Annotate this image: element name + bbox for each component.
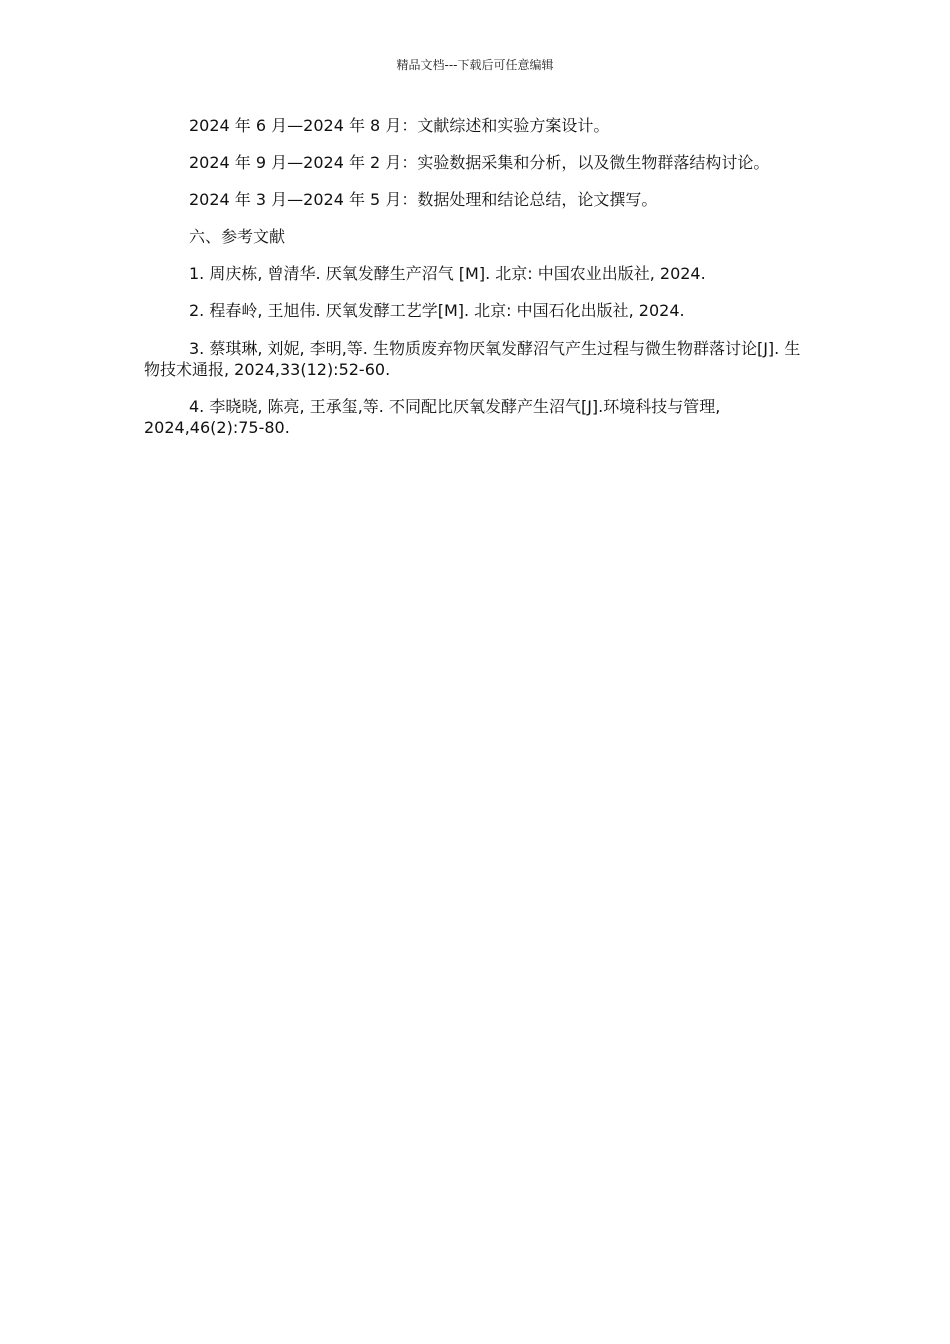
reference-item: 4. 李晓晓, 陈亮, 王承玺,等. 不同配比厌氧发酵产生沼气[J].环境科技与管理, 2024,46(2):75-80. xyxy=(144,397,721,437)
schedule-item: 2024 年 6 月—2024 年 8 月：文献综述和实验方案设计。 xyxy=(189,116,610,135)
page-header: 精品文档---下载后可任意编辑 xyxy=(396,58,554,72)
reference-item: 3. 蔡琪琳, 刘妮, 李明,等. 生物质废弃物厌氧发酵沼气产生过程与微生物群落讨论[J]. 生物技术通报, 2024,33(12):52-60. xyxy=(144,339,801,379)
reference-item: 2. 程春岭, 王旭伟. 厌氧发酵工艺学[M]. 北京: 中国石化出版社, 2024. xyxy=(189,301,685,320)
schedule-item: 2024 年 3 月—2024 年 5 月：数据处理和结论总结，论文撰写。 xyxy=(189,190,658,209)
schedule-item: 2024 年 9 月—2024 年 2 月：实验数据采集和分析，以及微生物群落结构讨论。 xyxy=(189,153,770,172)
document-body xyxy=(144,116,812,454)
reference-item: 1. 周庆栋, 曾清华. 厌氧发酵生产沼气 [M]. 北京: 中国农业出版社, 2024. xyxy=(189,264,706,283)
section-heading: 六、参考文献 xyxy=(189,227,286,246)
